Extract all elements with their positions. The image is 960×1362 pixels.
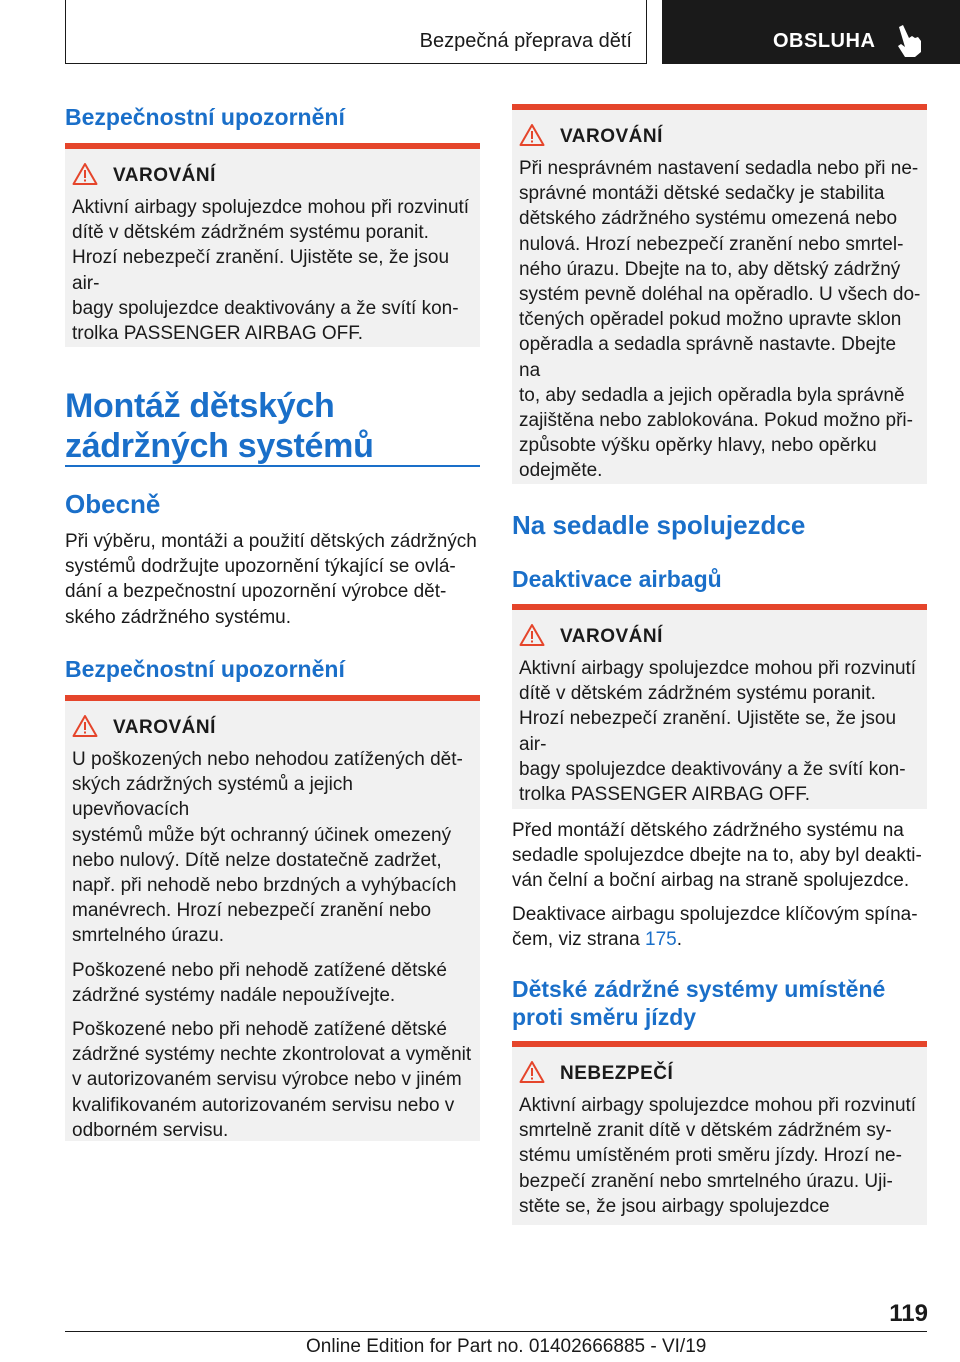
text-line: systémů může být ochranný účinek omezený (72, 824, 452, 846)
text-line: stému umístěném proti směru jízdy. Hrozí ne- (519, 1145, 902, 1167)
text-line: Poškozené nebo při nehodě zatížené dětské (72, 1019, 447, 1041)
text-line: dání a bezpečnostní upozornění výrobce dět- (65, 581, 447, 603)
text-line: správné montáži dětské sedačky je stabilita (519, 183, 885, 205)
warning-title: VAROVÁNÍ (113, 717, 216, 738)
warning-text (519, 656, 921, 816)
footer-edition: Online Edition for Part no. 01402666885 - VI/19 (306, 1336, 707, 1357)
text-line: v autorizovaném servisu výrobce nebo v jiném (72, 1069, 462, 1091)
subheading-general: Obecně (65, 489, 161, 519)
text-line: nebo nulový. Dítě nelze dostatečně zadržet, (72, 849, 442, 871)
text-line: ného úrazu. Dbejte na to, aby dětský zádržný (519, 258, 901, 280)
text-line: smrtelně zranit dítě v dětském zádržném sy- (519, 1120, 892, 1142)
text-line: to, aby sedadla a jejich opěradla byla správně (519, 384, 905, 406)
section-heading-safety: Bezpečnostní upozornění (65, 104, 345, 130)
danger-text (519, 1093, 921, 1228)
text-line: sedadle spolujezdce dbejte na to, aby byl deakti- (512, 845, 922, 867)
warning-triangle-icon (72, 714, 98, 738)
warning-text (72, 195, 474, 355)
text-line: bagy spolujezdce deaktivovány a že svítí kon- (519, 758, 906, 780)
text-line: Poškozené nebo při nehodě zatížené dětské (72, 959, 447, 981)
warning-title: VAROVÁNÍ (113, 165, 216, 186)
paragraph-before-mounting (512, 818, 927, 894)
warning-triangle-icon (519, 1060, 545, 1084)
heading-line: proti směru jízdy (512, 1004, 697, 1030)
text-line: Při výběru, montáži a použití dětských zádržných (65, 531, 477, 552)
subheading-passenger-seat: Na sedadle spolujezdce (512, 510, 806, 540)
warning-text (72, 747, 474, 1152)
text-line: manévrech. Hrozí nebezpečí zranění nebo (72, 900, 432, 922)
paragraph-general (65, 529, 480, 630)
text-line: trolka PASSENGER AIRBAG OFF. (72, 323, 364, 345)
warning-box (512, 104, 927, 484)
text-line: ván čelní a boční airbag na straně spolujezdce. (512, 870, 910, 892)
text-line: trolka PASSENGER AIRBAG OFF. (519, 784, 811, 806)
header-section-box (65, 0, 647, 64)
warning-triangle-icon (519, 123, 545, 147)
warning-triangle-icon (72, 162, 98, 186)
chapter-title-line: zádržných systémů (65, 427, 374, 465)
page-reference-link[interactable]: 175 (645, 929, 677, 951)
text-line: dětského zádržného systému omezená nebo (519, 208, 898, 230)
text-line: čem, viz strana (512, 929, 646, 951)
text-line: ského zádržného systému. (65, 606, 292, 628)
footer-rule (65, 1331, 927, 1332)
text-line: Aktivní airbagy spolujezdce mohou při rozvinutí (519, 1095, 917, 1116)
text-line: zajištěna nebo zablokována. Pokud možno při- (519, 410, 913, 432)
text-line: ských zádržných systémů a jejich upevňovacích (72, 774, 353, 821)
warning-box (512, 604, 927, 809)
text-line: Deaktivace airbagu spolujezdce klíčovým spína- (512, 904, 918, 925)
pointing-hand-icon (893, 24, 923, 58)
warning-box (65, 143, 480, 347)
text-line: kvalifikovaném autorizovaném servisu nebo v (72, 1094, 455, 1116)
warning-text (519, 156, 921, 493)
text-line: stěte se, že jsou airbagy spolujezdce (519, 1195, 830, 1217)
warning-title: VAROVÁNÍ (560, 626, 663, 647)
text-line: Před montáží dětského zádržného systému na (512, 820, 904, 841)
danger-title: NEBEZPEČÍ (560, 1063, 674, 1084)
header-tab-label: OBSLUHA (773, 30, 876, 52)
text-line: U poškozených nebo nehodou zatížených dět- (72, 749, 463, 770)
text-line: zádržné systémy nadále nepoužívejte. (72, 984, 396, 1006)
chapter-title-line: Montáž dětských (65, 387, 335, 425)
text-line: zádržné systémy nechte zkontrolovat a vyměnit (72, 1044, 472, 1066)
text-line: bagy spolujezdce deaktivovány a že svítí kon- (72, 297, 459, 319)
text-line: Při nesprávném nastavení sedadla nebo při ne- (519, 158, 919, 179)
warning-box (65, 695, 480, 1141)
warning-title: VAROVÁNÍ (560, 126, 663, 147)
text-line: tčených opěradel pokud možno upravte sklon (519, 309, 902, 331)
chapter-title (65, 386, 374, 466)
chapter-rule (65, 465, 480, 467)
header-tab (662, 0, 960, 64)
page-number: 119 (889, 1300, 928, 1327)
header-section-title: Bezpečná přeprava dětí (419, 30, 632, 52)
text-line: systém pevně doléhal na opěradlo. U všech do- (519, 284, 921, 306)
text-line: Aktivní airbagy spolujezdce mohou při rozvinutí (519, 658, 917, 679)
text-line: dítě v dětském zádržném systému poranit. (519, 683, 876, 705)
text-line: Hrozí nebezpečí zranění. Ujistěte se, že jsou air- (72, 247, 450, 294)
text-line: odejměte. (519, 460, 603, 482)
warning-triangle-icon (519, 623, 545, 647)
text-line: nulová. Hrozí nebezpečí zranění nebo smrtel- (519, 233, 904, 255)
text-line: opěradla a sedadla správně nastavte. Dbejte na (519, 334, 897, 381)
section-heading-airbag-deactivation: Deaktivace airbagů (512, 566, 722, 592)
text-line: dítě v dětském zádržném systému poranit. (72, 222, 429, 244)
text-line: bezpečí zranění nebo smrtelného úrazu. Uji- (519, 1170, 893, 1192)
text-line: Aktivní airbagy spolujezdce mohou při rozvinutí (72, 197, 470, 218)
heading-line: Dětské zádržné systémy umístěné (512, 976, 886, 1002)
paragraph-key-switch (512, 902, 927, 952)
text-line: odborném servisu. (72, 1119, 229, 1141)
text-line: např. při nehodě nebo brzdných a vyhýbacích (72, 875, 457, 897)
text-line: Hrozí nebezpečí zranění. Ujistěte se, že jsou air- (519, 708, 897, 755)
text-line: systémů dodržujte upozornění týkající se ovlá- (65, 556, 456, 578)
danger-box (512, 1041, 927, 1225)
text-line: . (676, 929, 683, 951)
section-heading-rear-facing (512, 975, 885, 1031)
text-line: smrtelného úrazu. (72, 925, 225, 947)
text-line: způsobte výšku opěrky hlavy, nebo opěrku (519, 435, 877, 457)
section-heading-safety: Bezpečnostní upozornění (65, 656, 345, 682)
